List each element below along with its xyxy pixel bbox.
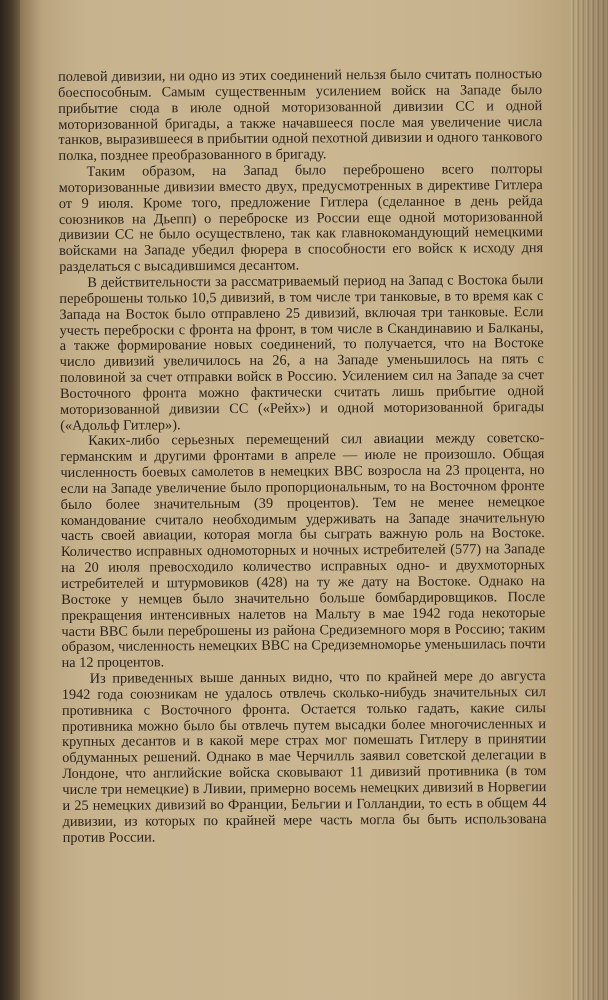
paragraph-5: Из приведенных выше данных видно, что по крайней мере до августа 1942 года союзникам не удалось отвлечь сколько-нибудь значительных сил противника с Восточного фронта. Остается только гадать, какие силы противника можно было бы отвлечь путем высадки более многочисленных и крупных десантов и в какой мере страх мог помешать Гитлеру в принятии обдуманных решений. Однако в мае Черчилль заявил советской делегации в Лондоне, что английские войска сковывают 11 дивизий противника (в том числе три немецкие) в Ливии, примерно восемь немецких дивизий в Норвегии и 25 немецких дивизий во Франции, Бельгии и Голландии, то есть в общем 44 дивизии, из которых по крайней мере часть могла бы быть использована против России.: [61, 668, 547, 846]
paragraph-4: Каких-либо серьезных перемещений сил авиации между советско-германским и другими фронтами в апреле — июле не произошло. Общая численность боевых самолетов в немецких ВВС возросла на 23 процента, но если на Западе увеличение было пропорциональным, то на Восточном фронте было более значительным (39 процентов). Тем не менее немецкое командование считало необходимым удерживать на Западе значительную часть своей авиации, которая могла бы сыграть важную роль на Востоке. Количество исправных одномоторных и ночных истребителей (577) на Западе на 20 июля превосходило количество исправных одно- и двухмоторных истребителей и штурмовиков (428) на ту же дату на Востоке. Однако на Востоке у немцев было значительно больше бомбардировщиков. После прекращения интенсивных налетов на Мальту в мае 1942 года некоторые части ВВС были переброшены из района Средиземного моря в Россию; таким образом, численность немецких ВВС на Средиземноморье уменьшилась почти на 12 процентов.: [60, 430, 546, 672]
paragraph-2: Таким образом, на Запад было переброшено всего полторы моторизованные дивизии вместо двух, предусмотренных в директиве Гитлера от 9 июля. Кроме того, предложение Гитлера (сделанное в день рейда союзников на Дьепп) о переброске из России еще одной моторизованной дивизии СС не было осуществлено, так как главнокомандующий немецкими войсками на Западе убедил фюрера в способности его войск к исходу дня разделаться с высадившимся десантом.: [58, 161, 544, 276]
book-page: [20, 0, 570, 1000]
paragraph-1: полевой дивизии, ни одно из этих соединений нельзя было считать полностью боеспособным. Самым существенным усилением войск на Западе было прибытие сюда в июле одной моторизованной дивизии СС и одной моторизованной бригады, а также начавшееся после мая увеличение числа танков, выразившееся в прибытии одной пехотной дивизии и одного танкового полка, позднее преобразованного в бригаду.: [57, 66, 543, 165]
book-binding-shadow: [0, 0, 22, 1000]
page-text: [58, 67, 547, 846]
page-edges: [570, 0, 608, 1000]
paragraph-3: В действительности за рассматриваемый период на Запад с Востока были переброшены только 10,5 дивизий, в том числе три танковые, в то время как с Запада на Восток было отправлено 25 дивизий, включая три танковые. Если учесть переброски с фронта на фронт, в том числе в Скандинавию и Балканы, а также формирование новых соединений, то получается, что на Востоке число дивизий увеличилось на 26, а на Западе уменьшилось на пять с половиной за счет отправки войск в Россию. Усилением сил на Западе за счет Восточного фронта можно фактически считать лишь прибытие одной моторизованной дивизии СС («Рейх») и одной моторизованной бригады («Адольф Гитлер»).: [59, 272, 545, 434]
